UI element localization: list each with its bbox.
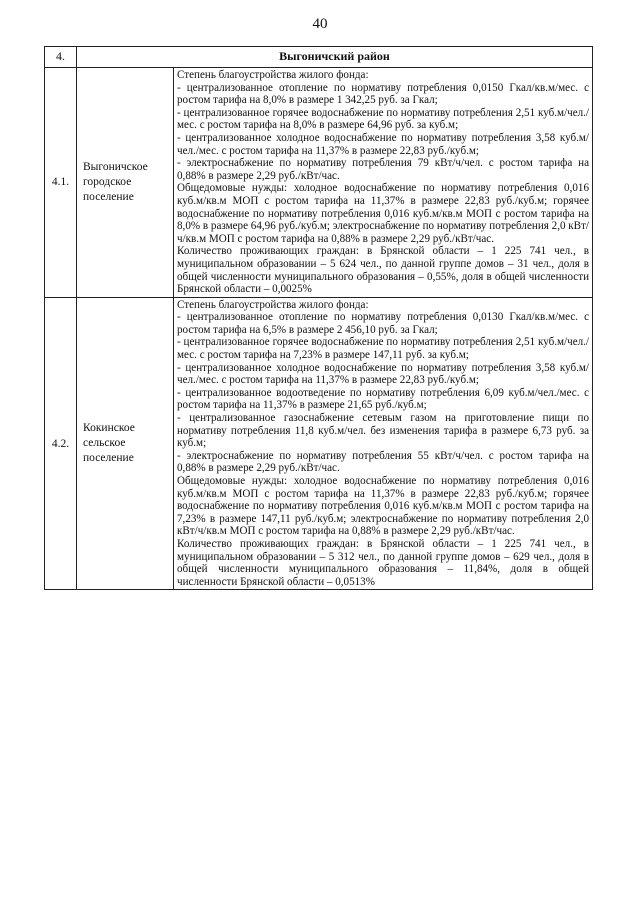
settlement-name-line: городское: [83, 175, 132, 188]
row-number: 4.2.: [45, 297, 77, 590]
description-paragraph: - централизованное холодное водоснабжение по нормативу потребления 3,58 куб.м/чел./мес. с ростом тарифа на 11,37% в размере 22,83 руб./куб.м;: [177, 361, 590, 387]
description-paragraph: - электроснабжение по нормативу потребления 79 кВт/ч/чел. с ростом тарифа на 0,88% в размере 2,29 руб./кВт/час.: [177, 157, 590, 182]
row-number: 4.1.: [45, 68, 77, 298]
description-paragraph: - централизованное холодное водоснабжение по нормативу потребления 3,58 куб.м/чел./мес. с ростом тарифа на 11,37% в размере 22,83 руб./куб.м;: [177, 131, 590, 157]
table-row: [45, 68, 593, 298]
settlement-description: [174, 297, 593, 590]
description-paragraph: - централизованное газоснабжение сетевым газом на приготовление пищи по нормативу потребления 11,8 куб.м/чел. без изменения тарифа в размере 6,73 руб. за куб.м;: [177, 412, 590, 450]
settlement-name-line: сельское: [83, 437, 126, 450]
description-paragraph: Общедомовые нужды: холодное водоснабжение по нормативу потребления 0,016 куб.м/кв.м МОП с ростом тарифа на 11,37% в размере 22,83 руб./куб.м; горячее водоснабжение по нормативу потребления 0,016 куб.м/кв.м МОП с ростом тарифа на 7,23% в размере 147,11 руб./куб.м; электроснабжение по нормативу потребления 2,0 кВт/ч/кв.м МОП с ростом тарифа на 0,88% в размере 2,29 руб./кВт/час.: [177, 475, 590, 538]
settlement-name-line: Кокинское: [83, 422, 135, 435]
description-paragraph: - централизованное горячее водоснабжение по нормативу потребления 2,51 куб.м/чел./мес. с ростом тарифа на 8,0% в размере 64,96 руб. за куб.м;: [177, 106, 590, 132]
district-title: Выгоничский район: [77, 47, 593, 68]
description-paragraph: - централизованное водоотведение по нормативу потребления 6,09 куб.м/чел./мес. с ростом тарифа на 11,37% в размере 21,65 руб./куб.м;: [177, 386, 590, 412]
description-paragraph: Степень благоустройства жилого фонда:: [177, 298, 369, 311]
table-row: [45, 297, 593, 590]
settlement-name-line: поселение: [83, 190, 134, 203]
settlement-name-line: поселение: [83, 452, 134, 465]
description-paragraph: - централизованное горячее водоснабжение по нормативу потребления 2,51 куб.м/чел./мес. с ростом тарифа на 7,23% в размере 147,11 руб. за куб.м;: [177, 336, 590, 362]
description-paragraph: Степень благоустройства жилого фонда:: [177, 69, 369, 81]
settlement-name-line: Выгоничское: [83, 160, 148, 173]
description-paragraph: - электроснабжение по нормативу потребления 55 кВт/ч/чел. с ростом тарифа на 0,88% в размере 2,29 руб./кВт/час.: [177, 449, 590, 475]
description-paragraph: - централизованное отопление по нормативу потребления 0,0130 Гкал/кв.м/мес. с ростом тарифа на 6,5% в размере 2 456,10 руб. за Гкал;: [177, 311, 590, 336]
settlement-name: [77, 297, 174, 590]
page-number: 40: [312, 16, 328, 32]
description-paragraph: Общедомовые нужды: холодное водоснабжение по нормативу потребления 0,016 куб.м/кв.м МОП с ростом тарифа на 11,37% в размере 22,83 руб./куб.м; горячее водоснабжение по нормативу потребления 0,016 куб.м/кв.м МОП с ростом тарифа на 8,0% в размере 64,96 руб./куб.м; электроснабжение по нормативу потребления 2,0 кВт/ч/кв.м МОП с ростом тарифа на 0,88% в размере 2,29 руб./кВт/час.: [177, 182, 590, 245]
settlement-description: [174, 68, 593, 298]
district-header-row: [45, 47, 593, 68]
settlement-name: [77, 68, 174, 298]
tariff-table: [44, 46, 593, 590]
description-paragraph: Количество проживающих граждан: в Брянской области – 1 225 741 чел., в муниципальном образовании – 5 312 чел., по данной группе домов – 629 чел., доля в общей численности муниципального образования – 11,84%, доля в общей численности Брянской области – 0,0513%: [177, 537, 590, 588]
district-number: 4.: [45, 47, 77, 68]
description-paragraph: Количество проживающих граждан: в Брянской области – 1 225 741 чел., в муниципальном образовании – 5 624 чел., по данной группе домов – 31 чел., доля в общей численности муниципального образования – 0,55%, доля в общей численности Брянской области – 0,0025%: [177, 245, 590, 296]
description-paragraph: - централизованное отопление по нормативу потребления 0,0150 Гкал/кв.м/мес. с ростом тарифа на 8,0% в размере 1 342,25 руб. за Гкал;: [177, 81, 590, 107]
